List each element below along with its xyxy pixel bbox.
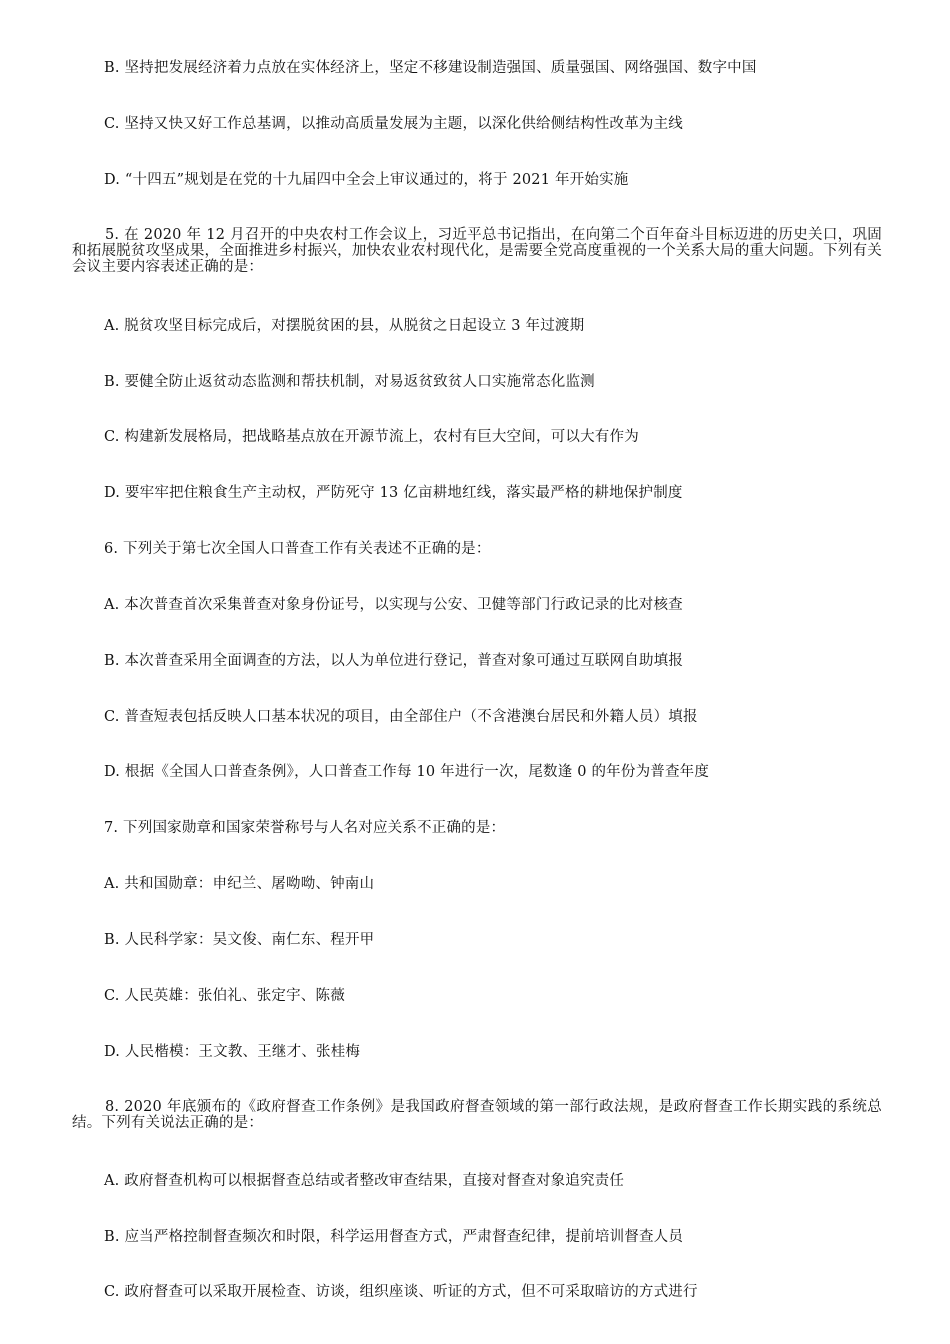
q7-option-b: B. 人民科学家：吴文俊、南仁东、程开甲 [104, 932, 375, 948]
q8-option-a: A. 政府督查机构可以根据督查总结或者整改审查结果，直接对督查对象追究责任 [104, 1173, 625, 1189]
q4-option-c: C. 坚持又快又好工作总基调，以推动高质量发展为主题，以深化供给侧结构性改革为主线 [104, 116, 683, 132]
q5-option-a: A. 脱贫攻坚目标完成后，对摆脱贫困的县，从脱贫之日起设立 3 年过渡期 [104, 318, 585, 334]
q6-option-b: B. 本次普查采用全面调查的方法，以人为单位进行登记，普查对象可通过互联网自助填报 [104, 653, 684, 669]
q7-option-a: A. 共和国勋章：申纪兰、屠呦呦、钟南山 [104, 876, 375, 892]
q6-option-a: A. 本次普查首次采集普查对象身份证号，以实现与公安、卫健等部门行政记录的比对核查 [104, 597, 683, 613]
q7-option-c: C. 人民英雄：张伯礼、张定宇、陈薇 [104, 988, 345, 1004]
q5-option-d: D. 要牢牢把住粮食生产主动权，严防死守 13 亿亩耕地红线，落实最严格的耕地保护制度 [104, 485, 683, 501]
q8-stem: 8. 2020 年底颁布的《政府督查工作条例》是我国政府督查领域的第一部行政法规，是政府督查工作长期实践的系统总结。下列有关说法正确的是： [72, 1099, 882, 1131]
q4-option-b: B. 坚持把发展经济着力点放在实体经济上，坚定不移建设制造强国、质量强国、网络强国、数字中国 [104, 60, 757, 76]
q7-stem: 7. 下列国家勋章和国家荣誉称号与人名对应关系不正确的是： [104, 820, 506, 836]
q7-option-d: D. 人民楷模：王文教、王继才、张桂梅 [104, 1044, 361, 1060]
q8-option-b: B. 应当严格控制督查频次和时限，科学运用督查方式，严肃督查纪律，提前培训督查人员 [104, 1229, 684, 1245]
q6-stem: 6. 下列关于第七次全国人口普查工作有关表述不正确的是： [104, 541, 491, 557]
q5-stem: 5. 在 2020 年 12 月召开的中央农村工作会议上，习近平总书记指出，在向第二个百年奋斗目标迈进的历史关口，巩固和拓展脱贫攻坚成果，全面推进乡村振兴，加快农业农村现代化，是需要全党高度重视的一个关系大局的重大问题。下列有关会议主要内容表述正确的是： [72, 227, 882, 275]
q6-option-d: D. 根据《全国人口普查条例》，人口普查工作每 10 年进行一次，尾数逢 0 的年份为普查年度 [104, 764, 710, 780]
q4-option-d: D. “十四五”规划是在党的十九届四中全会上审议通过的，将于 2021 年开始实施 [104, 172, 629, 188]
q6-option-c: C. 普查短表包括反映人口基本状况的项目，由全部住户（不含港澳台居民和外籍人员）填报 [104, 709, 698, 725]
q8-option-c: C. 政府督查可以采取开展检查、访谈，组织座谈、听证的方式，但不可采取暗访的方式进行 [104, 1284, 698, 1300]
q5-option-b: B. 要健全防止返贫动态监测和帮扶机制，对易返贫致贫人口实施常态化监测 [104, 374, 595, 390]
q5-option-c: C. 构建新发展格局，把战略基点放在开源节流上，农村有巨大空间，可以大有作为 [104, 429, 639, 445]
